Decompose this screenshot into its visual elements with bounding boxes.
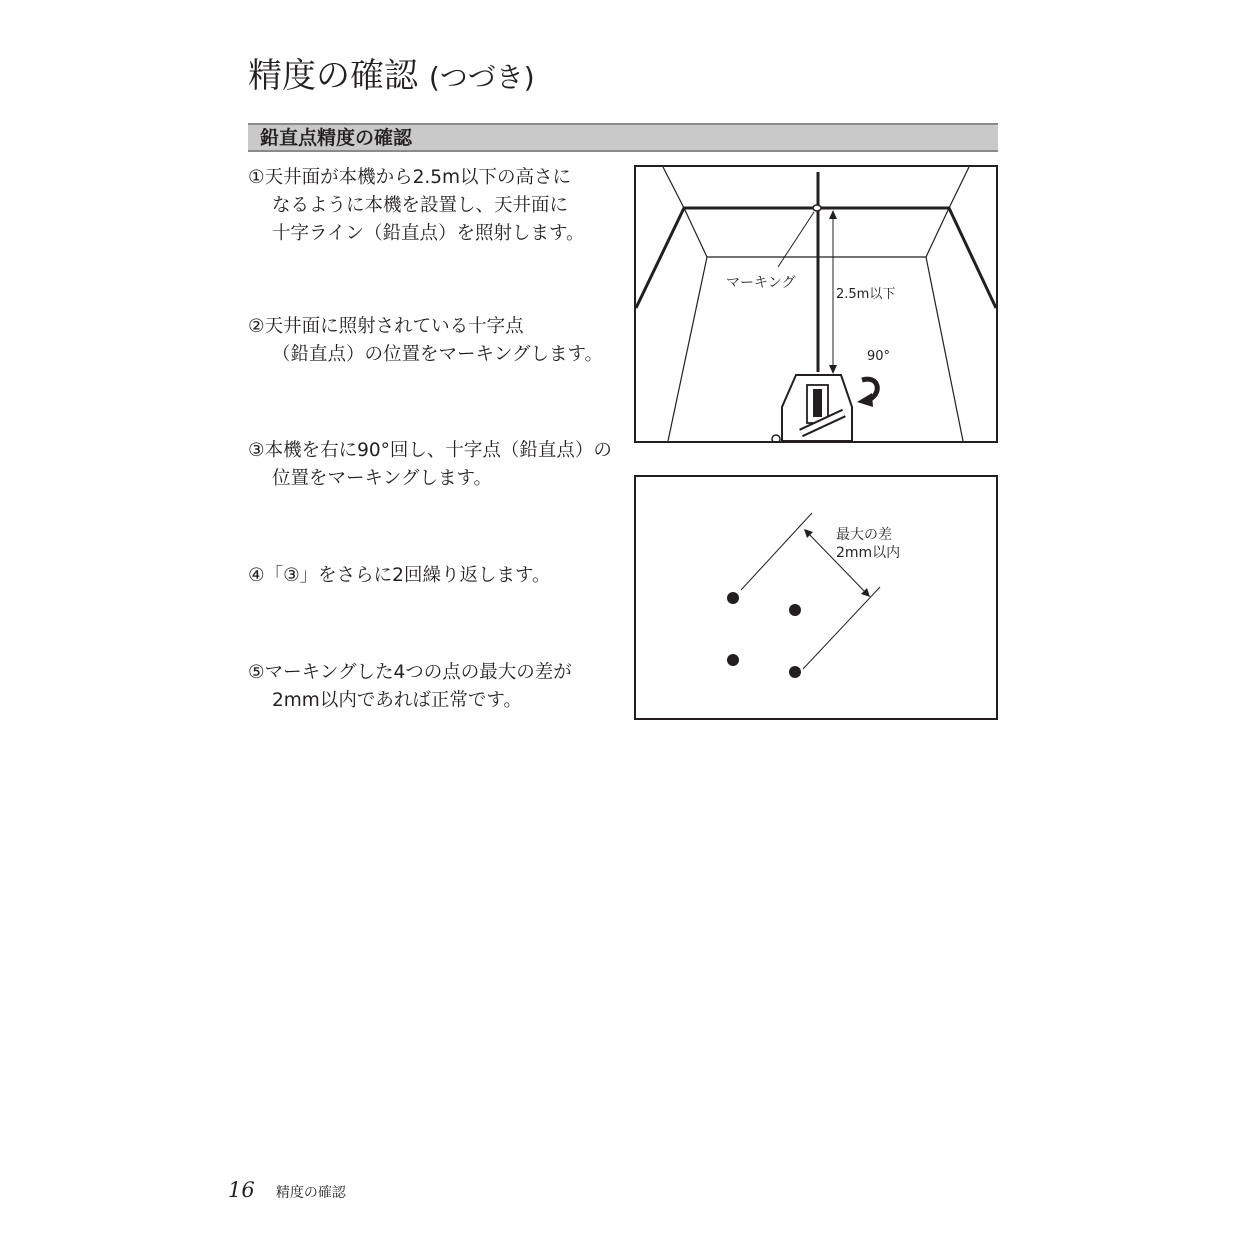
rotation-arrowhead-icon	[857, 393, 873, 407]
extension-line-2	[803, 587, 880, 669]
room-setup-figure	[634, 165, 998, 443]
marking-point	[813, 205, 821, 211]
laser-device-icon	[772, 375, 852, 441]
marking-leader-line	[778, 212, 814, 267]
page-footer	[228, 1178, 346, 1202]
step-2	[248, 313, 603, 369]
step-1-line-2: なるように本機を設置し、天井面に	[272, 195, 569, 216]
step-1-line-1: 天井面が本機から2.5m以下の高さに	[264, 167, 572, 188]
step-3-line-2: 位置をマーキングします。	[272, 468, 492, 489]
step-2-number: ②	[248, 316, 265, 337]
height-arrow-top	[829, 210, 837, 219]
page-number: 16	[228, 1178, 255, 1202]
step-4-number: ④	[248, 565, 265, 586]
step-2-line-1: 天井面に照射されている十字点	[264, 316, 524, 337]
mark-dot-1	[727, 592, 739, 604]
floor-edge-right	[926, 257, 963, 441]
step-2-line-2: （鉛直点）の位置をマーキングします。	[272, 344, 603, 365]
mark-dot-2	[789, 604, 801, 616]
wall-corner-left	[684, 208, 707, 257]
ceiling-edge-right-far	[949, 167, 969, 208]
page-title-suffix: (つづき)	[428, 61, 535, 94]
step-1-number: ①	[248, 167, 265, 188]
marking-points-drawing	[636, 477, 996, 718]
section-title: 鉛直点精度の確認	[260, 127, 413, 149]
angle-label: 90°	[867, 349, 891, 364]
step-1-line-3: 十字ライン（鉛直点）を照射します。	[272, 223, 585, 244]
step-4	[248, 562, 550, 590]
mark-dot-4	[789, 666, 801, 678]
difference-label-2: 2mm以内	[836, 545, 901, 561]
step-3-line-1: 本機を右に90°回し、十字点（鉛直点）の	[264, 440, 612, 461]
step-4-line-1: 「③」をさらに2回繰り返します。	[264, 565, 551, 586]
marking-label: マーキング	[726, 275, 796, 291]
step-5	[248, 659, 572, 715]
step-3	[248, 437, 612, 493]
page-title-main: 精度の確認	[248, 56, 418, 96]
mark-dot-3	[727, 654, 739, 666]
step-5-line-1: マーキングした4つの点の最大の差が	[264, 662, 572, 683]
step-5-number: ⑤	[248, 662, 265, 683]
height-label: 2.5m以下	[836, 287, 896, 302]
wall-corner-right	[926, 208, 949, 257]
step-5-line-2: 2mm以内であれば正常です。	[272, 690, 522, 711]
page-title	[248, 54, 535, 100]
ceiling-edge-left-far	[663, 167, 684, 208]
floor-edge-left	[668, 257, 707, 441]
height-arrow-bottom	[829, 365, 837, 374]
footer-section-name: 精度の確認	[275, 1185, 346, 1201]
difference-label-1: 最大の差	[836, 527, 892, 543]
marking-points-figure	[634, 475, 998, 720]
section-header	[248, 123, 998, 152]
step-3-number: ③	[248, 440, 265, 461]
room-setup-drawing	[636, 167, 996, 441]
extension-line-1	[741, 513, 812, 590]
step-1	[248, 164, 584, 248]
